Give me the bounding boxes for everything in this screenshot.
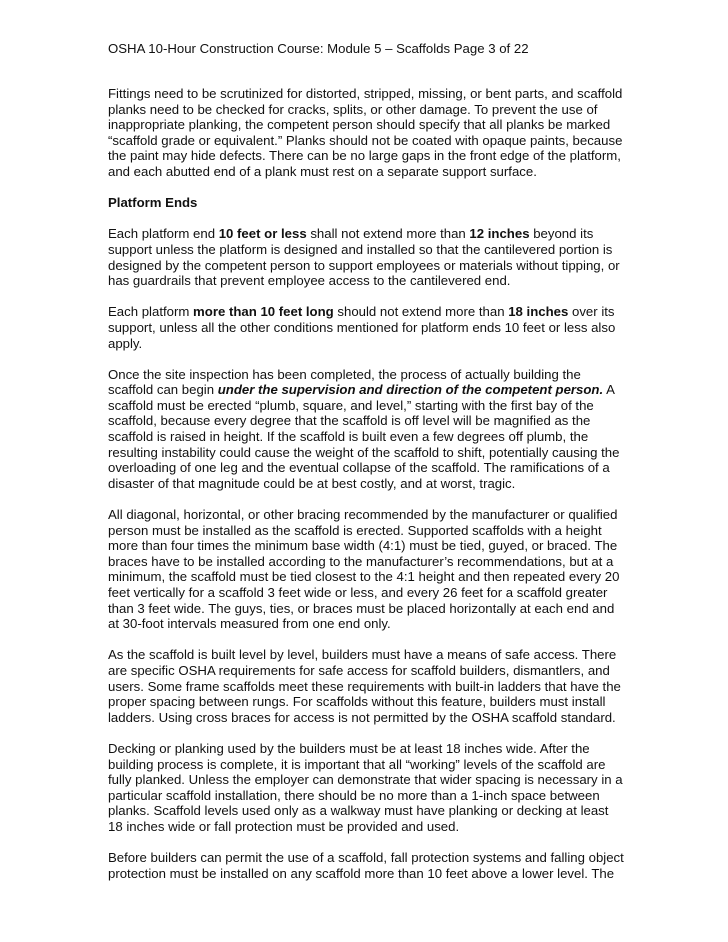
text-line: protection must be installed on any scaffold more than 10 feet above a lower level. The <box>108 865 615 881</box>
paragraph-safe-access <box>108 647 628 725</box>
paragraph-platform-end-short <box>108 226 628 288</box>
text-line: Once the site inspection has been completed, the process of actually building the <box>108 366 581 382</box>
page-header: OSHA 10-Hour Construction Course: Module 5 – Scaffolds Page 3 of 22 <box>108 41 529 56</box>
text-line: users. Some frame scaffolds meet these requirements with built-in ladders that have the <box>108 678 621 694</box>
text-run: shall not extend more than <box>306 226 470 242</box>
text-line: scaffold is raised in height. If the scaffold is built even a few degrees off plumb, the <box>108 429 589 445</box>
text-line: has guardrails that prevent employee access to the cantilevered end. <box>108 273 511 289</box>
text-line: proper spacing between rungs. For scaffolds without this feature, builders must install <box>108 694 606 710</box>
text-line: support unless the platform is designed and installed so that the cantilevered portion is <box>108 241 613 257</box>
text-line: the paint may hide defects. There can be no large gaps in the front edge of the platform, <box>108 148 621 164</box>
paragraph-decking <box>108 741 628 835</box>
text-line <box>108 382 628 398</box>
text-line: Decking or planking used by the builders must be at least 18 inches wide. After the <box>108 740 590 756</box>
text-run: Each platform end <box>108 226 219 242</box>
text-line: Fittings need to be scrutinized for distorted, stripped, missing, or bent parts, and scaffold <box>108 86 623 101</box>
text-line: As the scaffold is built level by level, builders must have a means of safe access. There <box>108 647 617 663</box>
text-line: feet vertically for a scaffold 3 feet wide or less, and every 26 feet for a scaffold greater <box>108 585 608 600</box>
text-line: more than four times the minimum base width (4:1) must be tied, guyed, or braced. The <box>108 538 618 554</box>
text-line: overloading of one leg and the eventual collapse of the scaffold. The ramifications of a <box>108 460 610 476</box>
text-line: building process is complete, it is important that all “working” levels of the scaffold are <box>108 756 606 772</box>
text-line <box>108 304 628 320</box>
text-line: fully planked. Unless the employer can demonstrate that wider spacing is necessary in a <box>108 772 623 788</box>
bold-run: 12 inches <box>469 226 530 242</box>
section-heading-platform-ends: Platform Ends <box>108 195 198 211</box>
text-line: than 3 feet wide. The guys, ties, or braces must be placed horizontally at each end and <box>108 600 615 616</box>
text-line: braces have to be installed according to the manufacturer’s recommendations, but at a <box>108 553 614 569</box>
text-line: scaffold, because every degree that the scaffold is off level will be magnified as the <box>108 413 591 429</box>
text-line: inappropriate planking, the competent person should specify that all planks be marked <box>108 117 611 133</box>
text-line: minimum, the scaffold must be tied closest to the 4:1 height and then repeated every 20 <box>108 569 620 585</box>
text-line: apply. <box>108 335 143 351</box>
paragraph-platform-end-long <box>108 304 628 351</box>
paragraph-fittings <box>108 86 628 180</box>
text-line: 18 inches wide or fall protection must be provided and used. <box>108 818 460 834</box>
text-line: Before builders can permit the use of a scaffold, fall protection systems and falling object <box>108 850 624 866</box>
text-run: beyond its <box>529 226 594 242</box>
paragraph-building-scaffold <box>108 367 628 492</box>
text-run: over its <box>568 304 615 320</box>
text-line: resulting instability could cause the weight of the scaffold to shift, potentially causing the <box>108 444 620 460</box>
bold-run: 18 inches <box>508 304 569 320</box>
text-line: planks. Scaffold levels used only as a walkway must have planking or decking at least <box>108 803 609 819</box>
text-line: designed by the competent person to support employees or materials without tipping, or <box>108 257 620 273</box>
text-run: scaffold can begin <box>108 382 218 398</box>
text-run: Each platform <box>108 304 194 320</box>
text-run: A <box>603 382 615 398</box>
bold-run: 10 feet or less <box>218 226 307 242</box>
text-line: planks need to be checked for cracks, splits, or other damage. To prevent the use of <box>108 101 598 117</box>
text-line: “scaffold grade or equivalent.” Planks should not be coated with opaque paints, because <box>108 132 623 148</box>
document-body <box>108 86 628 897</box>
text-line: at 30-foot intervals measured from one end only. <box>108 616 391 632</box>
text-line: All diagonal, horizontal, or other bracing recommended by the manufacturer or qualified <box>108 507 618 523</box>
text-line: ladders. Using cross braces for access is not permitted by the OSHA scaffold standard. <box>108 709 616 725</box>
text-run: should not extend more than <box>333 304 509 320</box>
text-line: scaffold must be erected “plumb, square, and level,” starting with the first bay of the <box>108 397 594 413</box>
text-line: person must be installed as the scaffold is erected. Supported scaffolds with a height <box>108 522 602 538</box>
text-line: disaster of that magnitude could be at best costly, and at worst, tragic. <box>108 475 516 491</box>
text-line: and each abutted end of a plank must rest on a separate support surface. <box>108 163 537 179</box>
bold-italic-run: under the supervision and direction of the competent person. <box>217 382 604 398</box>
text-line: support, unless all the other conditions mentioned for platform ends 10 feet or less also <box>108 319 616 335</box>
text-line <box>108 226 628 242</box>
bold-run: more than 10 feet long <box>193 304 334 320</box>
text-line: are specific OSHA requirements for safe access for scaffold builders, dismantlers, and <box>108 662 610 678</box>
paragraph-fall-protection <box>108 850 628 881</box>
paragraph-bracing <box>108 507 628 632</box>
text-line: particular scaffold installation, there should be no more than a 1-inch space between <box>108 787 600 803</box>
